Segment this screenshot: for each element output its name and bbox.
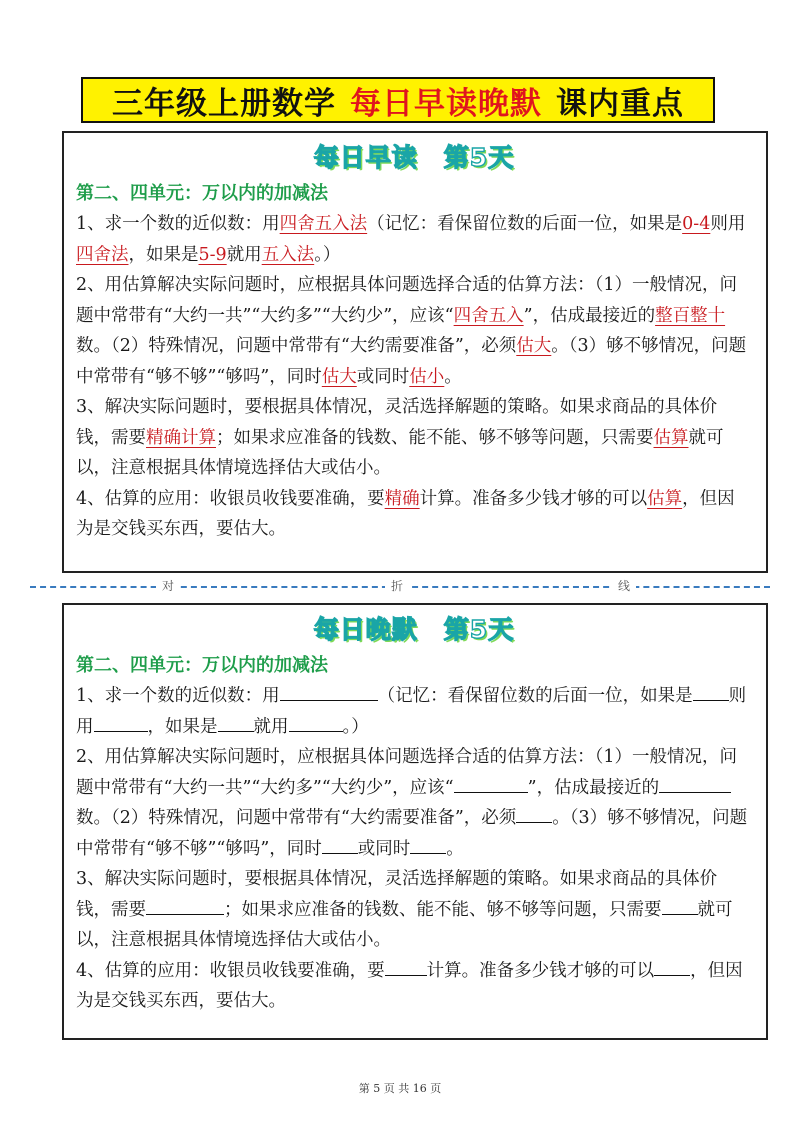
keyword: 估算 — [653, 427, 689, 448]
text: 计算。准备多少钱才够的可以 — [419, 488, 648, 509]
answer-blank[interactable] — [280, 682, 378, 701]
answer-blank[interactable] — [218, 713, 254, 732]
answer-blank[interactable] — [322, 835, 358, 854]
text: ”，估成最接近的 — [523, 305, 656, 326]
text: （记忆：看保留位数的后面一位，如果是 — [377, 686, 693, 706]
banner-highlight: 每日早读晚默 — [350, 85, 542, 122]
text: 就可以，注意根据具体情境选择估大或估小。 — [76, 899, 733, 950]
text: 就可以，注意根据具体情境选择估大或估小。 — [76, 427, 724, 478]
text: 3、解决实际问题时，要根据具体情况，灵活选择解题的策略。如果求商品的具体价钱，需要 — [76, 397, 718, 448]
text: ，但因为是交钱买东西，要估大。 — [76, 960, 743, 1011]
keyword: 估大 — [516, 336, 552, 356]
text: 。 — [446, 838, 464, 859]
text: 3、解决实际问题时，要根据具体情况，灵活选择解题的策略。如果求商品的具体价钱，需要 — [76, 869, 718, 920]
keyword: 整百整十 — [655, 305, 726, 326]
text: 2、用估算解决实际问题时，应根据具体问题选择合适的估算方法：（1）一般情况，问题中常带有“大约一共”“大约多”“大约少”，应该“ — [76, 275, 738, 326]
text: 就用 — [226, 244, 262, 265]
text: 则用 — [76, 686, 747, 737]
text: 。（3）够不够情况，问题中常带有“够不够”“够吗”，同时 — [76, 808, 748, 859]
keyword: 四舍法 — [76, 244, 129, 265]
text: 2、用估算解决实际问题时，应根据具体问题选择合适的估算方法：（1）一般情况，问题中常带有“大约一共”“大约多”“大约少”，应该“ — [76, 747, 738, 798]
morning-point-1 — [76, 209, 752, 270]
answer-blank[interactable] — [94, 713, 148, 732]
evening-dictation-card — [62, 603, 768, 1040]
banner-topic: 课内重点 — [556, 85, 684, 122]
keyword: 估大 — [321, 366, 357, 387]
text: 1、求一个数的近似数：用 — [76, 686, 280, 706]
text: 数。（2）特殊情况，问题中常带有“大约需要准备”，必须 — [76, 808, 517, 828]
text: 4、估算的应用：收银员收钱要准确，要 — [76, 488, 385, 509]
text: 就用 — [253, 716, 289, 737]
text: 。 — [444, 366, 462, 387]
answer-blank[interactable] — [289, 713, 343, 732]
answer-blank[interactable] — [659, 774, 731, 793]
text: 1、求一个数的近似数：用 — [76, 214, 280, 234]
keyword: 精确计算 — [146, 427, 216, 448]
text: ；如果求应准备的钱数、能不能、够不够等问题，只需要 — [216, 427, 654, 448]
fold-label-3: 线 — [612, 578, 636, 595]
evening-point-3 — [76, 864, 752, 956]
morning-card-title — [76, 141, 752, 175]
answer-blank[interactable] — [410, 835, 446, 854]
text: 。（3）够不够情况，问题中常带有“够不够”“够吗”，同时 — [76, 336, 747, 387]
evening-day-text: 第5天 — [443, 615, 515, 644]
text: 数。（2）特殊情况，问题中常带有“大约需要准备”，必须 — [76, 336, 517, 356]
morning-title-text: 每日早读 — [313, 143, 418, 172]
text: 或同时 — [356, 366, 410, 387]
answer-blank[interactable] — [654, 957, 690, 976]
morning-point-3 — [76, 392, 752, 484]
text: ”，估成最接近的 — [527, 777, 660, 798]
answer-blank[interactable] — [516, 804, 552, 823]
evening-card-title — [76, 613, 752, 647]
page-banner — [81, 77, 715, 123]
fold-label-2: 折 — [385, 578, 409, 595]
text: （记忆：看保留位数的后面一位，如果是 — [367, 214, 683, 234]
keyword: 估小 — [409, 366, 445, 387]
evening-title-text: 每日晚默 — [313, 615, 418, 644]
answer-blank[interactable] — [693, 682, 729, 701]
evening-point-2 — [76, 742, 752, 864]
text: 4、估算的应用：收银员收钱要准确，要 — [76, 960, 385, 981]
text: ，但因为是交钱买东西，要估大。 — [76, 488, 735, 539]
text: 。） — [314, 244, 341, 265]
keyword: 五入法 — [261, 244, 315, 265]
page-number: 第 5 页 共 16 页 — [358, 1082, 442, 1095]
keyword: 四舍五入 — [453, 305, 524, 326]
morning-reading-card — [62, 131, 768, 573]
evening-unit-heading: 第二、四单元：万以内的加减法 — [76, 655, 328, 676]
text: 或同时 — [357, 838, 411, 859]
text: 。） — [342, 716, 369, 737]
morning-point-2 — [76, 270, 752, 392]
fold-label-1: 对 — [156, 578, 180, 595]
text: ，如果是 — [147, 716, 218, 737]
evening-point-1 — [76, 681, 752, 742]
keyword: 5-9 — [198, 244, 227, 265]
answer-blank[interactable] — [146, 896, 224, 915]
keyword: 四舍五入法 — [279, 214, 368, 234]
fold-line — [0, 578, 800, 596]
banner-grade: 三年级上册数学 — [112, 85, 336, 122]
text: 则用 — [710, 214, 746, 234]
answer-blank[interactable] — [385, 957, 427, 976]
evening-point-4 — [76, 956, 752, 1017]
text: ，如果是 — [128, 244, 199, 265]
text: ；如果求应准备的钱数、能不能、够不够等问题，只需要 — [224, 899, 662, 920]
morning-day-text: 第5天 — [443, 143, 515, 172]
answer-blank[interactable] — [454, 774, 528, 793]
morning-unit-heading: 第二、四单元：万以内的加减法 — [76, 183, 328, 204]
morning-point-4 — [76, 484, 752, 545]
keyword: 0-4 — [682, 214, 711, 234]
text: 计算。准备多少钱才够的可以 — [426, 960, 655, 981]
keyword: 精确 — [384, 488, 420, 509]
keyword: 估算 — [647, 488, 683, 509]
answer-blank[interactable] — [662, 896, 698, 915]
